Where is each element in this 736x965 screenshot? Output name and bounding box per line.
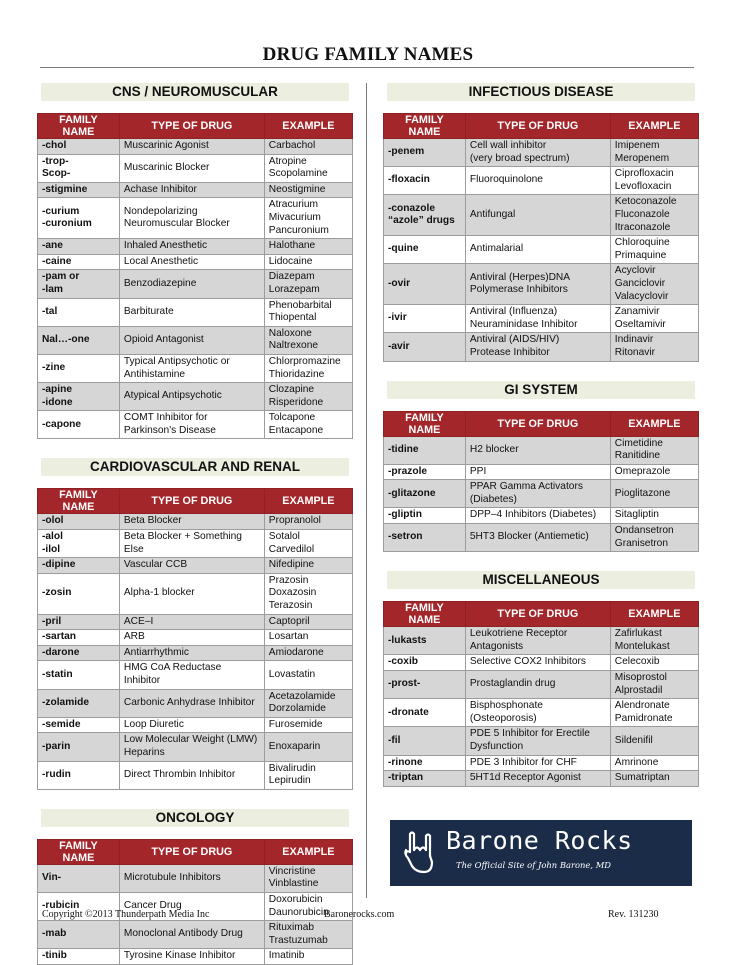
family-name: -zosin xyxy=(38,573,120,614)
drug-type: Nondepolarizing Neuromuscular Blocker xyxy=(119,198,264,239)
right-column xyxy=(383,83,699,787)
footer-site: Baronerocks.com xyxy=(324,909,395,920)
family-name: -pril xyxy=(38,614,120,630)
example-drug: Misoprostol Alprostadil xyxy=(610,671,698,699)
family-name: -prazole xyxy=(384,464,466,480)
family-name: Vin- xyxy=(38,864,120,892)
drug-table xyxy=(383,113,699,362)
drug-type: Beta Blocker xyxy=(119,514,264,530)
table-row xyxy=(384,627,699,655)
table-row xyxy=(38,298,353,326)
table-row xyxy=(384,655,699,671)
table-row xyxy=(38,630,353,646)
drug-type: Prostaglandin drug xyxy=(465,671,610,699)
example-drug: Losartan xyxy=(264,630,352,646)
table-row xyxy=(38,661,353,689)
table-row xyxy=(38,614,353,630)
example-drug: Sumatriptan xyxy=(610,771,698,787)
example-drug: Bivalirudin Lepirudin xyxy=(264,761,352,789)
example-drug: Naloxone Naltrexone xyxy=(264,326,352,354)
table-row xyxy=(384,771,699,787)
family-name: -zine xyxy=(38,354,120,382)
example-drug: Furosemide xyxy=(264,717,352,733)
family-name: -setron xyxy=(384,524,466,552)
example-drug: Clozapine Risperidone xyxy=(264,383,352,411)
table-row xyxy=(384,727,699,755)
drug-type: PPI xyxy=(465,464,610,480)
drug-type: ACE–I xyxy=(119,614,264,630)
family-name: -semide xyxy=(38,717,120,733)
drug-type: Selective COX2 Inhibitors xyxy=(465,655,610,671)
table-header-row xyxy=(38,489,353,514)
family-name: -parin xyxy=(38,733,120,761)
table-row xyxy=(38,154,353,182)
example-drug: Vincristine Vinblastine xyxy=(264,864,352,892)
example-drug: Amrinone xyxy=(610,755,698,771)
family-name: -tal xyxy=(38,298,120,326)
table-row xyxy=(384,333,699,361)
example-drug: Ondansetron Granisetron xyxy=(610,524,698,552)
page-title: DRUG FAMILY NAMES xyxy=(262,44,474,65)
header-type-of-drug: TYPE OF DRUG xyxy=(119,114,264,139)
drug-type: Muscarinic Agonist xyxy=(119,139,264,155)
drug-type: HMG CoA Reductase Inhibitor xyxy=(119,661,264,689)
section-title: GI SYSTEM xyxy=(387,381,695,399)
family-name: -rudin xyxy=(38,761,120,789)
drug-type: Antimalarial xyxy=(465,236,610,264)
drug-table xyxy=(37,113,353,439)
table-row xyxy=(38,254,353,270)
header-type-of-drug: TYPE OF DRUG xyxy=(119,489,264,514)
table-row xyxy=(384,524,699,552)
header-type-of-drug: TYPE OF DRUG xyxy=(465,114,610,139)
family-name: -coxib xyxy=(384,655,466,671)
example-drug: Prazosin Doxazosin Terazosin xyxy=(264,573,352,614)
drug-type: H2 blocker xyxy=(465,436,610,464)
drug-type: Alpha-1 blocker xyxy=(119,573,264,614)
drug-type: COMT Inhibitor for Parkinson's Disease xyxy=(119,411,264,439)
drug-type: Antiviral (Herpes)DNA Polymerase Inhibitors xyxy=(465,264,610,305)
family-name: -trop- Scop- xyxy=(38,154,120,182)
table-header-row xyxy=(384,602,699,627)
drug-type: Bisphosphonate (Osteoporosis) xyxy=(465,699,610,727)
table-row xyxy=(38,949,353,965)
drug-type: PPAR Gamma Activators (Diabetes) xyxy=(465,480,610,508)
table-row xyxy=(384,508,699,524)
header-family-name: FAMILY NAME xyxy=(38,114,120,139)
drug-type: DPP–4 Inhibitors (Diabetes) xyxy=(465,508,610,524)
drug-type: Typical Antipsychotic or Antihistamine xyxy=(119,354,264,382)
table-row xyxy=(38,239,353,255)
example-drug: Indinavir Ritonavir xyxy=(610,333,698,361)
family-name: -triptan xyxy=(384,771,466,787)
example-drug: Imatinib xyxy=(264,949,352,965)
table-row xyxy=(384,436,699,464)
family-name: -glitazone xyxy=(384,480,466,508)
family-name: -ovir xyxy=(384,264,466,305)
family-name: -fil xyxy=(384,727,466,755)
family-name: -tinib xyxy=(38,949,120,965)
header-family-name: FAMILY NAME xyxy=(384,114,466,139)
table-row xyxy=(38,558,353,574)
footer-revision: Rev. 131230 xyxy=(608,909,659,920)
family-name: -darone xyxy=(38,645,120,661)
example-drug: Pioglitazone xyxy=(610,480,698,508)
table-row xyxy=(384,480,699,508)
family-name: -lukasts xyxy=(384,627,466,655)
example-drug: Nifedipine xyxy=(264,558,352,574)
example-drug: Lidocaine xyxy=(264,254,352,270)
family-name: -caine xyxy=(38,254,120,270)
drug-type: PDE 3 Inhibitor for CHF xyxy=(465,755,610,771)
footer-copyright: Copyright ©2013 Thunderpath Media Inc xyxy=(42,909,210,920)
drug-type: 5HT3 Blocker (Antiemetic) xyxy=(465,524,610,552)
header-example: EXAMPLE xyxy=(610,411,698,436)
drug-type: Cancer Drug xyxy=(119,892,264,920)
barone-rocks-logo xyxy=(390,820,692,886)
family-name: -prost- xyxy=(384,671,466,699)
example-drug: Carbachol xyxy=(264,139,352,155)
example-drug: Imipenem Meropenem xyxy=(610,139,698,167)
example-drug: Captopril xyxy=(264,614,352,630)
section-title: CARDIOVASCULAR AND RENAL xyxy=(41,458,349,476)
example-drug: Lovastatin xyxy=(264,661,352,689)
drug-type: Antiviral (AIDS/HIV) Protease Inhibitor xyxy=(465,333,610,361)
header-type-of-drug: TYPE OF DRUG xyxy=(465,602,610,627)
example-drug: Sotalol Carvedilol xyxy=(264,530,352,558)
example-drug: Sitagliptin xyxy=(610,508,698,524)
family-name: -quine xyxy=(384,236,466,264)
family-name: -rinone xyxy=(384,755,466,771)
example-drug: Omeprazole xyxy=(610,464,698,480)
family-name: -sartan xyxy=(38,630,120,646)
header-example: EXAMPLE xyxy=(264,489,352,514)
table-row xyxy=(384,264,699,305)
family-name: Nal…-one xyxy=(38,326,120,354)
header-example: EXAMPLE xyxy=(610,114,698,139)
table-row xyxy=(38,514,353,530)
example-drug: Chloroquine Primaquine xyxy=(610,236,698,264)
header-example: EXAMPLE xyxy=(610,602,698,627)
header-type-of-drug: TYPE OF DRUG xyxy=(119,839,264,864)
table-row xyxy=(38,326,353,354)
table-row xyxy=(38,383,353,411)
family-name: -apine -idone xyxy=(38,383,120,411)
table-header-row xyxy=(38,114,353,139)
example-drug: Neostigmine xyxy=(264,182,352,198)
drug-type: Carbonic Anhydrase Inhibitor xyxy=(119,689,264,717)
table-row xyxy=(38,573,353,614)
example-drug: Acetazolamide Dorzolamide xyxy=(264,689,352,717)
table-row xyxy=(384,464,699,480)
example-drug: Enoxaparin xyxy=(264,733,352,761)
table-header-row xyxy=(384,411,699,436)
drug-type: Local Anesthetic xyxy=(119,254,264,270)
table-row xyxy=(38,864,353,892)
table-header-row xyxy=(384,114,699,139)
table-row xyxy=(384,305,699,333)
drug-type: ARB xyxy=(119,630,264,646)
example-drug: Sildenifil xyxy=(610,727,698,755)
example-drug: Acyclovir Ganciclovir Valacyclovir xyxy=(610,264,698,305)
section-title: MISCELLANEOUS xyxy=(387,571,695,589)
drug-table xyxy=(37,488,353,789)
drug-type: Muscarinic Blocker xyxy=(119,154,264,182)
header-example: EXAMPLE xyxy=(264,114,352,139)
family-name: -pam or -lam xyxy=(38,270,120,298)
section-title: ONCOLOGY xyxy=(41,809,349,827)
family-name: -penem xyxy=(384,139,466,167)
table-row xyxy=(38,733,353,761)
family-name: -ivir xyxy=(384,305,466,333)
family-name: -tidine xyxy=(384,436,466,464)
drug-type: Beta Blocker + Something Else xyxy=(119,530,264,558)
family-name: -capone xyxy=(38,411,120,439)
family-name: -dipine xyxy=(38,558,120,574)
table-row xyxy=(38,270,353,298)
example-drug: Diazepam Lorazepam xyxy=(264,270,352,298)
table-row xyxy=(384,236,699,264)
table-row xyxy=(38,354,353,382)
table-row xyxy=(384,195,699,236)
drug-type: Antiviral (Influenza) Neuraminidase Inhibitor xyxy=(465,305,610,333)
drug-type: Atypical Antipsychotic xyxy=(119,383,264,411)
header-family-name: FAMILY NAME xyxy=(38,839,120,864)
family-name: -dronate xyxy=(384,699,466,727)
table-row xyxy=(38,761,353,789)
drug-type: Low Molecular Weight (LMW) Heparins xyxy=(119,733,264,761)
drug-type: Antiarrhythmic xyxy=(119,645,264,661)
family-name: -mab xyxy=(38,921,120,949)
left-column xyxy=(37,83,353,965)
table-row xyxy=(384,139,699,167)
title-divider xyxy=(40,67,694,68)
example-drug: Rituximab Trastuzumab xyxy=(264,921,352,949)
table-row xyxy=(38,182,353,198)
example-drug: Propranolol xyxy=(264,514,352,530)
column-divider xyxy=(366,83,367,898)
family-name: -conazole “azole” drugs xyxy=(384,195,466,236)
example-drug: Halothane xyxy=(264,239,352,255)
section-title: CNS / NEUROMUSCULAR xyxy=(41,83,349,101)
table-row xyxy=(38,645,353,661)
table-row xyxy=(38,198,353,239)
table-row xyxy=(38,717,353,733)
drug-type: Direct Thrombin Inhibitor xyxy=(119,761,264,789)
table-row xyxy=(38,921,353,949)
table-row xyxy=(38,530,353,558)
family-name: -statin xyxy=(38,661,120,689)
drug-table xyxy=(383,601,699,787)
header-family-name: FAMILY NAME xyxy=(384,411,466,436)
header-family-name: FAMILY NAME xyxy=(384,602,466,627)
example-drug: Chlorpromazine Thioridazine xyxy=(264,354,352,382)
example-drug: Alendronate Pamidronate xyxy=(610,699,698,727)
drug-type: Monoclonal Antibody Drug xyxy=(119,921,264,949)
drug-type: Microtubule Inhibitors xyxy=(119,864,264,892)
example-drug: Atropine Scopolamine xyxy=(264,154,352,182)
example-drug: Ciprofloxacin Levofloxacin xyxy=(610,167,698,195)
example-drug: Atracurium Mivacurium Pancuronium xyxy=(264,198,352,239)
family-name: -ane xyxy=(38,239,120,255)
family-name: -gliptin xyxy=(384,508,466,524)
logo-tagline: The Official Site of John Barone, MD xyxy=(456,860,611,870)
family-name: -avir xyxy=(384,333,466,361)
drug-type: Fluoroquinolone xyxy=(465,167,610,195)
header-type-of-drug: TYPE OF DRUG xyxy=(465,411,610,436)
family-name: -zolamide xyxy=(38,689,120,717)
header-family-name: FAMILY NAME xyxy=(38,489,120,514)
header-example: EXAMPLE xyxy=(264,839,352,864)
table-row xyxy=(384,699,699,727)
family-name: -chol xyxy=(38,139,120,155)
drug-table xyxy=(37,839,353,965)
example-drug: Zanamivir Oseltamivir xyxy=(610,305,698,333)
drug-type: PDE 5 Inhibitor for Erectile Dysfunction xyxy=(465,727,610,755)
example-drug: Phenobarbital Thiopental xyxy=(264,298,352,326)
family-name: -rubicin xyxy=(38,892,120,920)
drug-type: Antifungal xyxy=(465,195,610,236)
table-row xyxy=(38,689,353,717)
drug-type: Achase Inhibitor xyxy=(119,182,264,198)
example-drug: Amiodarone xyxy=(264,645,352,661)
example-drug: Ketoconazole Fluconazole Itraconazole xyxy=(610,195,698,236)
table-row xyxy=(38,139,353,155)
family-name: -stigmine xyxy=(38,182,120,198)
family-name: -olol xyxy=(38,514,120,530)
family-name: -curium -curonium xyxy=(38,198,120,239)
table-header-row xyxy=(38,839,353,864)
drug-type: Vascular CCB xyxy=(119,558,264,574)
example-drug: Zafirlukast Montelukast xyxy=(610,627,698,655)
drug-type: Cell wall inhibitor (very broad spectrum) xyxy=(465,139,610,167)
family-name: -alol -ilol xyxy=(38,530,120,558)
rock-hand-icon xyxy=(402,830,442,876)
drug-type: Barbiturate xyxy=(119,298,264,326)
drug-table xyxy=(383,411,699,553)
table-row xyxy=(384,167,699,195)
section-title: INFECTIOUS DISEASE xyxy=(387,83,695,101)
drug-type: Opioid Antagonist xyxy=(119,326,264,354)
table-row xyxy=(38,411,353,439)
family-name: -floxacin xyxy=(384,167,466,195)
example-drug: Celecoxib xyxy=(610,655,698,671)
drug-type: Tyrosine Kinase Inhibitor xyxy=(119,949,264,965)
drug-type: Loop Diuretic xyxy=(119,717,264,733)
table-row xyxy=(384,755,699,771)
table-row xyxy=(384,671,699,699)
drug-type: 5HT1d Receptor Agonist xyxy=(465,771,610,787)
logo-brand: Barone Rocks xyxy=(446,826,633,855)
example-drug: Tolcapone Entacapone xyxy=(264,411,352,439)
drug-type: Benzodiazepine xyxy=(119,270,264,298)
drug-type: Inhaled Anesthetic xyxy=(119,239,264,255)
example-drug: Cimetidine Ranitidine xyxy=(610,436,698,464)
example-drug: Doxorubicin Daunorubicin xyxy=(264,892,352,920)
drug-type: Leukotriene Receptor Antagonists xyxy=(465,627,610,655)
